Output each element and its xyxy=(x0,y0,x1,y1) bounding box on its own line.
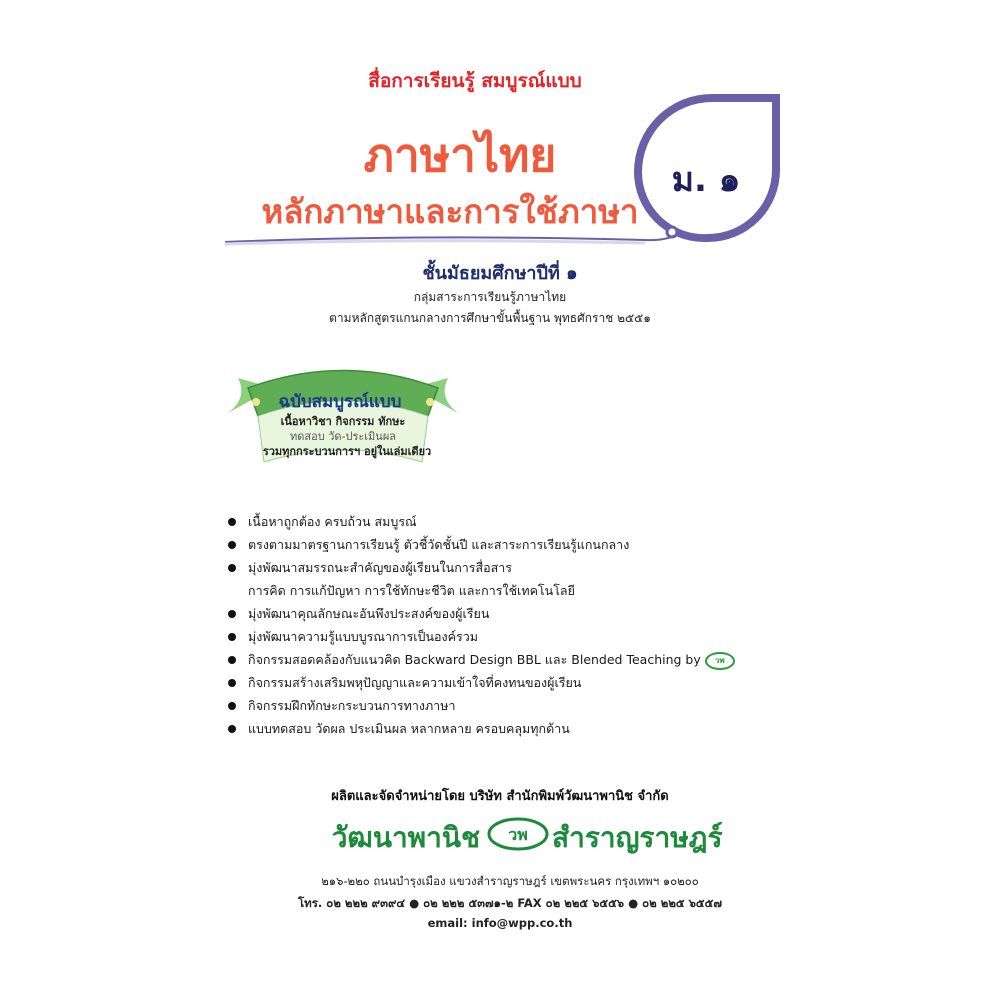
list-item-continuation: การคิด การแก้ปัญหา การใช้ทักษะชีวิต และการใช้เทคโนโลยี xyxy=(248,583,575,598)
phone-fax: โทร. ๐๒ ๒๒๒ ๙๓๙๔ ● ๐๒ ๒๒๒ ๕๓๗๑-๒ FAX ๐๒ ๒๒๕ ๖๕๕๖ ● ๐๒ ๒๒๕ ๖๕๕๗ xyxy=(298,896,722,910)
list-item-text: มุ่งพัฒนาสมรรถนะสำคัญของผู้เรียนในการสื่อสาร xyxy=(248,560,513,575)
bullet-icon xyxy=(228,633,236,641)
badge-title: ฉบับสมบูรณ์แบบ xyxy=(278,392,402,412)
bullet-icon xyxy=(228,610,236,618)
list-item-text: กิจกรรมฝึกทักษะกระบวนการทางภาษา xyxy=(248,698,456,713)
list-item xyxy=(228,533,788,556)
wpp-logo-icon xyxy=(487,817,549,851)
curriculum-line: ตามหลักสูตรแกนกลางการศึกษาขั้นพื้นฐาน พุทธศักราช ๒๕๕๑ xyxy=(329,311,651,325)
address: ๒๑๖-๒๒๐ ถนนบำรุงเมือง แขวงสำราญราษฎร์ เขตพระนคร กรุงเทพฯ ๑๐๒๐๐ xyxy=(321,874,699,888)
brand-name-left: วัฒนาพานิช xyxy=(331,821,480,854)
wpp-logo-text: วพ xyxy=(508,825,528,844)
bullet-icon xyxy=(228,518,236,526)
series-label: สื่อการเรียนรู้ สมบูรณ์แบบ xyxy=(368,70,582,92)
list-item-text: ตรงตามมาตรฐานการเรียนรู้ ตัวชี้วัดชั้นปี และสาระการเรียนรู้แกนกลาง xyxy=(248,537,630,552)
list-item-text: กิจกรรมสร้างเสริมพหุปัญญาและความเข้าใจที่คงทนของผู้เรียน xyxy=(248,675,582,690)
title-swoosh xyxy=(225,228,685,250)
bullet-icon xyxy=(228,656,236,664)
grade-badge-text: ม. ๑ xyxy=(671,160,741,200)
bullet-icon xyxy=(228,564,236,572)
badge-line-1: เนื้อหาวิชา กิจกรรม ทักษะ xyxy=(280,415,406,428)
list-item xyxy=(228,671,788,694)
list-item-text: กิจกรรมสอดคล้องกับแนวคิด Backward Design BBL และ Blended Teaching by xyxy=(248,652,701,667)
bullet-icon xyxy=(228,725,236,733)
list-item xyxy=(228,648,788,671)
bullet-icon xyxy=(228,702,236,710)
list-item-text: แบบทดสอบ วัดผล ประเมินผล หลากหลาย ครอบคลุมทุกด้าน xyxy=(248,721,570,736)
email[interactable]: email: info@wpp.co.th xyxy=(427,916,573,930)
book-title: ภาษาไทย xyxy=(363,128,557,182)
bullet-icon xyxy=(228,679,236,687)
list-item xyxy=(228,556,788,602)
bullet-icon xyxy=(228,541,236,549)
brand-name-right: สำราญราษฎร์ xyxy=(552,821,723,854)
list-item-text: มุ่งพัฒนาความรู้แบบบูรณาการเป็นองค์รวม xyxy=(248,629,478,644)
feature-list xyxy=(228,510,788,740)
list-item xyxy=(228,625,788,648)
grade-level: ชั้นมัธยมศึกษาปีที่ ๑ xyxy=(422,263,578,284)
badge-line-2: ทดสอบ วัด-ประเมินผล xyxy=(290,430,396,443)
wpp-logo-icon: วพ xyxy=(705,652,735,670)
badge-line-3: รวมทุกกระบวนการฯ อยู่ในเล่มเดียว xyxy=(262,445,432,458)
list-item xyxy=(228,510,788,533)
list-item-text: มุ่งพัฒนาคุณลักษณะอันพึงประสงค์ของผู้เรียน xyxy=(248,606,490,621)
publisher-line: ผลิตและจัดจำหน่ายโดย บริษัท สำนักพิมพ์วัฒนาพานิช จำกัด xyxy=(331,789,669,804)
list-item-text: เนื้อหาถูกต้อง ครบถ้วน สมบูรณ์ xyxy=(248,514,417,529)
list-item xyxy=(228,694,788,717)
book-subtitle: หลักภาษาและการใช้ภาษา xyxy=(261,192,639,231)
list-item xyxy=(228,602,788,625)
list-item xyxy=(228,717,788,740)
subject-group: กลุ่มสาระการเรียนรู้ภาษาไทย xyxy=(413,290,567,304)
